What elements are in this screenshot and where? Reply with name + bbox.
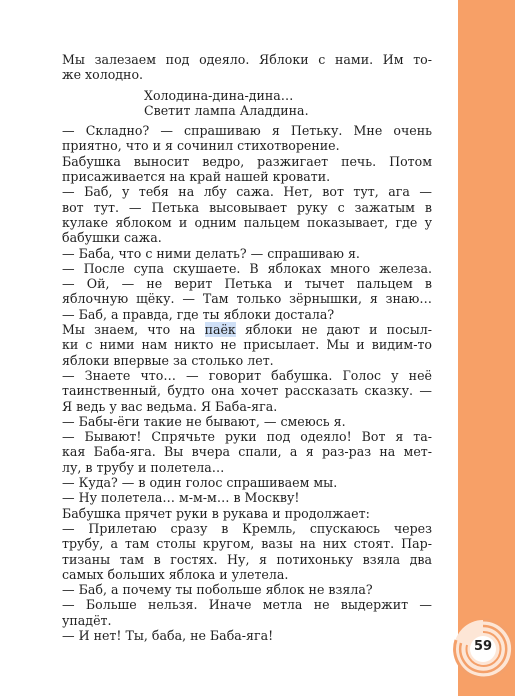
verse-line: Холодина-дина-дина… (144, 87, 294, 103)
text-line: Мы залезаем под одеяло. Яблоки с нами. Им то- (62, 52, 432, 67)
text-line: — Бывают! Спрячьте руки под одеяло! Вот я та- (62, 429, 432, 445)
verse-line: Светит лампа Аладдина. (144, 102, 309, 118)
text-line: — Куда? — в один голос спрашиваем мы. (62, 475, 338, 491)
text-line: же холодно. (62, 67, 144, 83)
text-line: — Прилетаю сразу в Кремль, спускаюсь через (62, 520, 432, 536)
text-line: — Ну полетела… м-м-м… в Москву! (62, 490, 300, 506)
text-line-with-highlight (62, 322, 432, 337)
text-line: — Больше нельзя. Иначе метла не выдержит — (62, 597, 432, 613)
text-line: ки с ними нам никто не присылает. Мы и видим-то (62, 337, 432, 353)
text-line: — Знаете что… — говорит бабушка. Голос у неё (62, 367, 432, 383)
page-number: 59 (473, 639, 493, 654)
text-line: приятно, что и я сочинил стихотворение. (62, 138, 340, 154)
text-line: — Баба, что с ними делать? — спрашиваю я. (62, 245, 360, 261)
text-line: — Ой, — не верит Петька и тычет пальцем в (62, 276, 432, 292)
text-line: кая Баба-яга. Вы вчера спали, а я раз-раз на мет- (62, 444, 432, 460)
text-line: трубу, а там столы кругом, вазы на них стоят. Пар- (62, 536, 432, 552)
text-line: яблочную щёку. — Там только зёрнышки, я знаю… (62, 291, 432, 307)
text-line: — Складно? — спрашиваю я Петьку. Мне очень (62, 123, 432, 139)
page-side-stripe (458, 0, 515, 696)
text-line: самых больших яблока и улетела. (62, 566, 289, 582)
text-line: — Бабы-ёги такие не бывают, — смеюсь я. (62, 413, 346, 429)
text-line: кулаке яблоком и одним пальцем показывает, где у (62, 214, 432, 230)
text-line: лу, в трубу и полетела… (62, 459, 225, 475)
text-line: Бабушка выносит ведро, разжигает печь. Потом (62, 153, 432, 169)
text-line: вот тут. — Петька высовывает руку с зажатым в (62, 199, 432, 215)
text-line: Я ведь у вас ведьма. Я Баба-яга. (62, 398, 278, 414)
text-line: тизаны там в гостях. Ну, я потихоньку взяла два (62, 551, 432, 567)
text-line: таинственный, будто она хочет рассказать сказку. — (62, 383, 432, 399)
story-text (62, 52, 432, 643)
text-line: — И нет! Ты, баба, не Баба-яга! (62, 627, 274, 643)
text-line: — Баб, у тебя на лбу сажа. Нет, вот тут, ага — (62, 184, 432, 200)
text-line: — После супа скушаете. В яблоках много железа. (62, 260, 432, 276)
text-line: Бабушка прячет руки в рукава и продолжает: (62, 505, 370, 521)
text-line: присаживается на край нашей кровати. (62, 169, 331, 185)
text-fragment: Мы знаем, что на (62, 322, 196, 338)
text-line: яблоки впервые за столько лет. (62, 352, 274, 368)
page-number-badge (452, 618, 514, 680)
text-line: упадёт. (62, 612, 112, 628)
highlighted-word[interactable]: паёк (204, 322, 236, 338)
text-line: — Баб, а почему ты побольше яблок не взяла? (62, 582, 373, 598)
text-line: — Баб, а правда, где ты яблоки достала? (62, 306, 335, 322)
text-fragment: яблоки не дают и посыл- (245, 322, 432, 338)
text-line: бабушки сажа. (62, 230, 162, 246)
